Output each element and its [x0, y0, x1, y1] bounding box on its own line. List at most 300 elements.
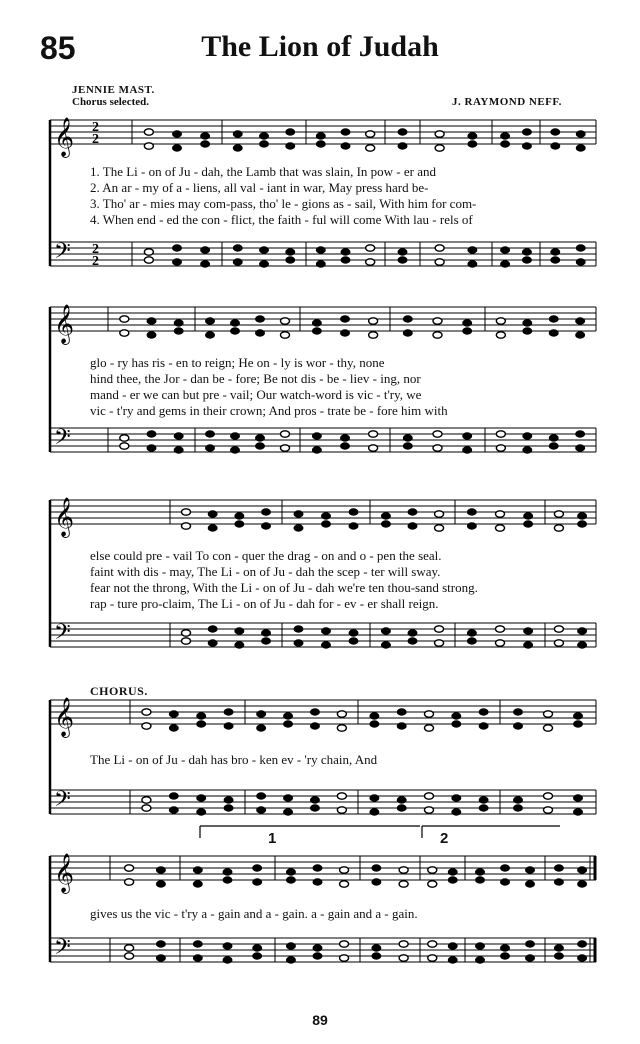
note-head	[514, 797, 523, 803]
composer-credit: J. RAYMOND NEFF.	[452, 96, 562, 108]
note-head	[501, 953, 510, 959]
note-head	[554, 525, 563, 531]
note-head	[156, 881, 165, 887]
note-head	[435, 245, 444, 251]
note-head	[253, 945, 262, 951]
note-head	[479, 723, 488, 729]
note-head	[142, 805, 151, 811]
second-ending-mark: 2	[440, 830, 449, 847]
note-head	[340, 881, 349, 887]
note-head	[468, 247, 477, 253]
note-head	[284, 809, 293, 815]
note-head	[120, 330, 129, 336]
note-head	[526, 941, 535, 947]
note-head	[313, 953, 322, 959]
note-head	[526, 867, 535, 873]
note-head	[578, 867, 587, 873]
note-head	[468, 133, 477, 139]
note-head	[341, 443, 350, 449]
note-head	[235, 513, 244, 519]
note-head	[452, 809, 461, 815]
note-head	[337, 793, 346, 799]
note-head	[544, 711, 553, 717]
note-head	[574, 721, 583, 727]
note-head	[257, 725, 266, 731]
note-head	[322, 521, 331, 527]
note-head	[286, 869, 295, 875]
note-head	[381, 513, 390, 519]
bass-clef-icon: 𝄢	[54, 239, 71, 269]
note-head	[224, 805, 233, 811]
note-head	[425, 711, 434, 717]
note-head	[257, 711, 266, 717]
note-head	[294, 626, 303, 632]
note-head	[193, 941, 202, 947]
note-head	[169, 711, 178, 717]
note-head	[463, 433, 472, 439]
note-head	[341, 330, 350, 336]
note-head	[260, 141, 269, 147]
note-head	[142, 797, 151, 803]
note-head	[524, 628, 533, 634]
lyric-line: mand - er we can but pre - vail; Our watch-word is vic - t'ry, we	[90, 387, 422, 402]
note-head	[349, 523, 358, 529]
note-head	[549, 330, 558, 336]
note-head	[551, 257, 560, 263]
note-head	[147, 445, 156, 451]
lyric-line: vic - t'ry and gems in their crown; And pros - trate be - fore him with	[90, 403, 448, 418]
note-head	[576, 318, 585, 324]
note-head	[223, 943, 232, 949]
note-head	[147, 431, 156, 437]
note-head	[435, 511, 444, 517]
note-head	[174, 328, 183, 334]
note-head	[397, 797, 406, 803]
note-head	[337, 807, 346, 813]
note-head	[284, 795, 293, 801]
note-head	[312, 447, 321, 453]
note-head	[544, 793, 553, 799]
note-head	[435, 626, 444, 632]
note-head	[381, 521, 390, 527]
note-head	[574, 809, 583, 815]
note-head	[433, 332, 442, 338]
note-head	[366, 131, 375, 137]
note-head	[399, 881, 408, 887]
note-head	[524, 642, 533, 648]
note-head	[281, 318, 290, 324]
note-head	[452, 795, 461, 801]
note-head	[435, 259, 444, 265]
note-head	[576, 431, 585, 437]
note-head	[147, 332, 156, 338]
note-head	[522, 249, 531, 255]
note-head	[428, 867, 437, 873]
treble-clef-icon: 𝄞	[54, 497, 75, 537]
note-head	[468, 141, 477, 147]
note-head	[514, 805, 523, 811]
note-head	[433, 445, 442, 451]
note-head	[341, 257, 350, 263]
note-head	[206, 318, 215, 324]
note-head	[312, 320, 321, 326]
note-head	[235, 642, 244, 648]
note-head	[408, 630, 417, 636]
note-head	[433, 318, 442, 324]
note-head	[233, 131, 242, 137]
note-head	[551, 129, 560, 135]
note-head	[174, 447, 183, 453]
note-head	[370, 795, 379, 801]
note-head	[403, 330, 412, 336]
bass-clef-icon: 𝄢	[54, 425, 71, 455]
note-head	[578, 941, 587, 947]
hymn-title: The Lion of Judah	[201, 30, 439, 63]
note-head	[399, 955, 408, 961]
note-head	[496, 445, 505, 451]
note-head	[476, 957, 485, 963]
note-head	[524, 521, 533, 527]
note-head	[399, 941, 408, 947]
note-head	[253, 953, 262, 959]
lyric-line: The Li - on of Ju - dah has bro - ken ev - 'ry chain, And	[90, 752, 378, 767]
note-head	[501, 261, 510, 267]
note-head	[340, 955, 349, 961]
note-head	[501, 133, 510, 139]
note-head	[156, 941, 165, 947]
note-head	[197, 721, 206, 727]
note-head	[313, 865, 322, 871]
note-head	[257, 793, 266, 799]
note-head	[182, 638, 191, 644]
note-head	[174, 320, 183, 326]
note-head	[549, 316, 558, 322]
note-head	[514, 723, 523, 729]
note-head	[523, 433, 532, 439]
note-head	[578, 521, 587, 527]
note-head	[286, 257, 295, 263]
note-head	[169, 793, 178, 799]
note-head	[233, 145, 242, 151]
note-head	[574, 795, 583, 801]
note-head	[479, 805, 488, 811]
note-head	[201, 141, 210, 147]
note-head	[425, 807, 434, 813]
note-head	[578, 955, 587, 961]
note-head	[223, 957, 232, 963]
note-head	[322, 628, 331, 634]
note-head	[125, 879, 134, 885]
note-head	[425, 725, 434, 731]
note-head	[223, 877, 232, 883]
note-head	[224, 709, 233, 715]
note-head	[372, 945, 381, 951]
note-head	[208, 511, 217, 517]
note-head	[125, 953, 134, 959]
note-head	[576, 445, 585, 451]
note-head	[120, 443, 129, 449]
note-head	[381, 642, 390, 648]
note-head	[231, 328, 240, 334]
note-head	[144, 257, 153, 263]
note-head	[523, 328, 532, 334]
note-head	[397, 805, 406, 811]
note-head	[310, 709, 319, 715]
note-head	[208, 626, 217, 632]
note-head	[231, 433, 240, 439]
note-head	[479, 797, 488, 803]
note-head	[174, 433, 183, 439]
note-head	[349, 630, 358, 636]
note-head	[173, 245, 182, 251]
note-head	[256, 443, 265, 449]
note-head	[496, 318, 505, 324]
note-head	[316, 247, 325, 253]
note-head	[578, 628, 587, 634]
note-head	[501, 247, 510, 253]
note-head	[554, 879, 563, 885]
note-head	[467, 509, 476, 515]
note-head	[467, 523, 476, 529]
note-head	[408, 509, 417, 515]
author-credit: JENNIE MAST.	[72, 84, 155, 96]
note-head	[256, 330, 265, 336]
note-head	[313, 945, 322, 951]
note-head	[578, 642, 587, 648]
note-head	[349, 509, 358, 515]
note-head	[398, 257, 407, 263]
note-head	[235, 521, 244, 527]
note-head	[369, 445, 378, 451]
note-head	[408, 523, 417, 529]
note-head	[156, 867, 165, 873]
note-head	[408, 638, 417, 644]
note-head	[235, 628, 244, 634]
note-head	[397, 709, 406, 715]
bass-clef-icon: 𝄢	[54, 787, 71, 817]
lyric-line: faint with dis - may, The Li - on of Ju - dah the scep - ter will sway.	[90, 564, 441, 579]
note-head	[253, 879, 262, 885]
note-head	[147, 318, 156, 324]
note-head	[341, 435, 350, 441]
lyric-line: rap - ture pro-claim, The Li - on of Ju - dah for - ev - er shall reign.	[90, 596, 439, 611]
note-head	[312, 433, 321, 439]
note-head	[310, 723, 319, 729]
note-head	[284, 713, 293, 719]
note-head	[313, 879, 322, 885]
note-head	[294, 511, 303, 517]
lyric-line: fear not the throng, With the Li - on of Ju - dah we're ten thou-sand strong.	[90, 580, 478, 595]
lyric-line: else could pre - vail To con - quer the drag - on and o - pen the seal.	[90, 548, 442, 563]
note-head	[286, 143, 295, 149]
note-head	[448, 877, 457, 883]
lyric-line: hind thee, the Jor - dan be - fore; Be not dis - be - liev - ing, nor	[90, 371, 421, 386]
note-head	[522, 257, 531, 263]
note-head	[369, 332, 378, 338]
note-head	[435, 131, 444, 137]
note-head	[370, 721, 379, 727]
note-head	[310, 797, 319, 803]
note-head	[286, 957, 295, 963]
note-head	[476, 943, 485, 949]
note-head	[223, 869, 232, 875]
note-head	[286, 249, 295, 255]
lyric-line: gives us the vic - t'ry a - gain and a - gain. a - gain and a - gain.	[90, 906, 418, 921]
note-head	[496, 626, 505, 632]
note-head	[260, 247, 269, 253]
note-head	[169, 725, 178, 731]
note-head	[496, 511, 505, 517]
note-head	[193, 867, 202, 873]
note-head	[294, 640, 303, 646]
note-head	[182, 523, 191, 529]
note-head	[398, 249, 407, 255]
note-head	[576, 131, 585, 137]
note-head	[193, 955, 202, 961]
note-head	[369, 318, 378, 324]
note-head	[316, 141, 325, 147]
note-head	[286, 129, 295, 135]
note-head	[262, 630, 271, 636]
time-signature-digit: 2	[92, 242, 99, 257]
note-head	[206, 445, 215, 451]
chorus-lyrics-2	[90, 906, 590, 922]
treble-clef-icon: 𝄞	[54, 117, 75, 157]
note-head	[369, 431, 378, 437]
note-head	[120, 435, 129, 441]
note-head	[341, 129, 350, 135]
note-head	[425, 793, 434, 799]
note-head	[554, 640, 563, 646]
note-head	[281, 445, 290, 451]
note-head	[574, 713, 583, 719]
note-head	[173, 259, 182, 265]
note-head	[435, 640, 444, 646]
note-head	[576, 259, 585, 265]
note-head	[578, 513, 587, 519]
note-head	[467, 638, 476, 644]
note-head	[549, 443, 558, 449]
bass-clef-icon: 𝄢	[54, 620, 71, 650]
note-head	[554, 953, 563, 959]
note-head	[526, 881, 535, 887]
note-head	[551, 249, 560, 255]
note-head	[310, 805, 319, 811]
note-head	[262, 523, 271, 529]
note-head	[144, 129, 153, 135]
note-head	[316, 133, 325, 139]
note-head	[260, 133, 269, 139]
lyric-line: 1. The Li - on of Ju - dah, the Lamb that was slain, In pow - er and	[90, 164, 436, 179]
note-head	[372, 865, 381, 871]
note-head	[496, 431, 505, 437]
note-head	[322, 642, 331, 648]
note-head	[142, 723, 151, 729]
note-head	[514, 709, 523, 715]
note-head	[554, 511, 563, 517]
note-head	[120, 316, 129, 322]
note-head	[554, 626, 563, 632]
note-head	[381, 628, 390, 634]
note-head	[182, 509, 191, 515]
note-head	[169, 807, 178, 813]
note-head	[281, 332, 290, 338]
page-number: 89	[312, 1012, 328, 1028]
note-head	[463, 320, 472, 326]
note-head	[433, 431, 442, 437]
note-head	[260, 261, 269, 267]
note-head	[366, 259, 375, 265]
note-head	[253, 865, 262, 871]
lyric-line: 4. When end - ed the con - flict, the faith - ful will come With lau - rels of	[90, 212, 473, 227]
note-head	[448, 943, 457, 949]
lyric-line: 2. An ar - my of a - liens, all val - iant in war, May press hard be-	[90, 180, 429, 195]
note-head	[294, 525, 303, 531]
note-head	[403, 443, 412, 449]
note-head	[428, 955, 437, 961]
note-head	[224, 797, 233, 803]
bass-clef-icon: 𝄢	[54, 935, 71, 965]
note-head	[452, 713, 461, 719]
note-head	[468, 261, 477, 267]
system-3-lyrics	[90, 548, 590, 612]
note-head	[286, 877, 295, 883]
note-head	[233, 259, 242, 265]
note-head	[576, 332, 585, 338]
note-head	[233, 245, 242, 251]
note-head	[197, 809, 206, 815]
note-head	[208, 525, 217, 531]
note-head	[501, 945, 510, 951]
chorus-label: CHORUS.	[90, 684, 148, 698]
note-head	[284, 721, 293, 727]
hymn-number: 85	[40, 30, 76, 66]
note-head	[366, 245, 375, 251]
note-head	[262, 509, 271, 515]
note-head	[544, 725, 553, 731]
note-head	[286, 943, 295, 949]
note-head	[554, 945, 563, 951]
note-head	[522, 143, 531, 149]
note-head	[257, 807, 266, 813]
note-head	[398, 129, 407, 135]
chorus-source-note: Chorus selected.	[72, 96, 149, 108]
note-head	[554, 865, 563, 871]
note-head	[435, 145, 444, 151]
note-head	[501, 865, 510, 871]
note-head	[398, 143, 407, 149]
note-head	[256, 316, 265, 322]
treble-clef-icon: 𝄞	[54, 853, 75, 893]
note-head	[551, 143, 560, 149]
note-head	[428, 881, 437, 887]
note-head	[341, 316, 350, 322]
note-head	[501, 141, 510, 147]
note-head	[496, 525, 505, 531]
note-head	[397, 723, 406, 729]
note-head	[372, 879, 381, 885]
note-head	[448, 957, 457, 963]
note-head	[452, 721, 461, 727]
time-signature-digit: 2	[92, 120, 99, 135]
note-head	[576, 245, 585, 251]
note-head	[523, 320, 532, 326]
note-head	[463, 328, 472, 334]
note-head	[144, 143, 153, 149]
chorus-lyrics-1	[90, 752, 590, 768]
note-head	[448, 869, 457, 875]
time-signature-digit: 2	[92, 254, 99, 269]
